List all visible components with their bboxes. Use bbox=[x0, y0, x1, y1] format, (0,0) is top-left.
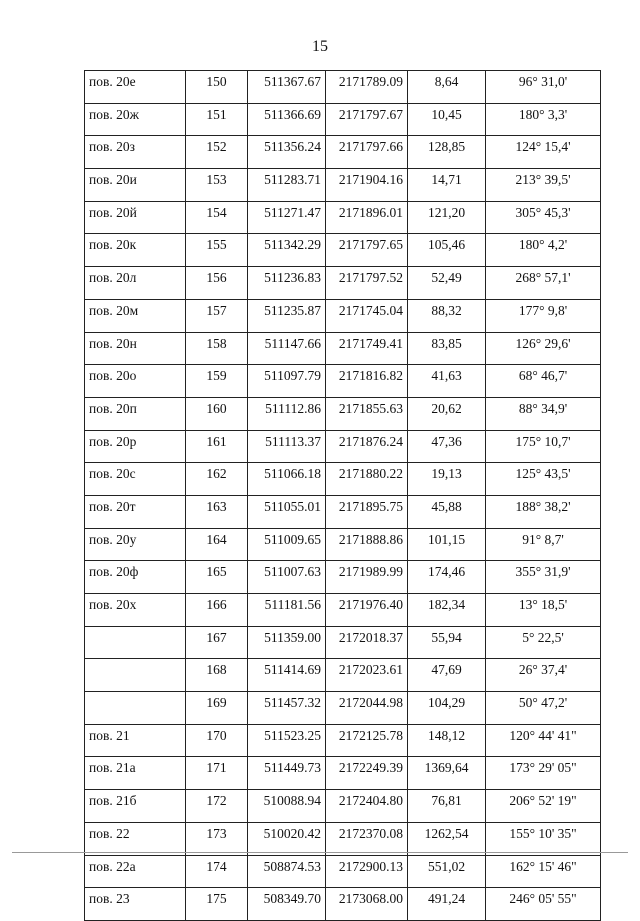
x-coordinate-cell: 511367.67 bbox=[248, 71, 326, 104]
y-coordinate-cell: 2171855.63 bbox=[326, 397, 408, 430]
point-name-cell: пов. 20т bbox=[85, 495, 186, 528]
table-row bbox=[85, 299, 601, 332]
direction-angle-cell: 180° 4,2' bbox=[486, 234, 601, 267]
direction-angle-cell: 246° 05' 55" bbox=[486, 888, 601, 921]
point-name-cell: пов. 20х bbox=[85, 594, 186, 627]
point-number-cell: 163 bbox=[186, 495, 248, 528]
segment-length-cell: 491,24 bbox=[408, 888, 486, 921]
x-coordinate-cell: 511271.47 bbox=[248, 201, 326, 234]
x-coordinate-cell: 511366.69 bbox=[248, 103, 326, 136]
point-number-cell: 157 bbox=[186, 299, 248, 332]
segment-length-cell: 551,02 bbox=[408, 855, 486, 888]
direction-angle-cell: 88° 34,9' bbox=[486, 397, 601, 430]
x-coordinate-cell: 511523.25 bbox=[248, 724, 326, 757]
x-coordinate-cell: 511066.18 bbox=[248, 463, 326, 496]
direction-angle-cell: 91° 8,7' bbox=[486, 528, 601, 561]
table-row bbox=[85, 463, 601, 496]
direction-angle-cell: 96° 31,0' bbox=[486, 71, 601, 104]
y-coordinate-cell: 2171895.75 bbox=[326, 495, 408, 528]
table-row bbox=[85, 169, 601, 202]
point-name-cell: пов. 20ф bbox=[85, 561, 186, 594]
x-coordinate-cell: 511356.24 bbox=[248, 136, 326, 169]
y-coordinate-cell: 2171888.86 bbox=[326, 528, 408, 561]
y-coordinate-cell: 2171904.16 bbox=[326, 169, 408, 202]
point-number-cell: 168 bbox=[186, 659, 248, 692]
point-number-cell: 172 bbox=[186, 790, 248, 823]
table-row bbox=[85, 888, 601, 921]
segment-length-cell: 128,85 bbox=[408, 136, 486, 169]
direction-angle-cell: 177° 9,8' bbox=[486, 299, 601, 332]
direction-angle-cell: 206° 52' 19" bbox=[486, 790, 601, 823]
y-coordinate-cell: 2173068.00 bbox=[326, 888, 408, 921]
direction-angle-cell: 13° 18,5' bbox=[486, 594, 601, 627]
point-name-cell: пов. 20е bbox=[85, 71, 186, 104]
point-name-cell: пов. 22 bbox=[85, 822, 186, 855]
direction-angle-cell: 188° 38,2' bbox=[486, 495, 601, 528]
segment-length-cell: 52,49 bbox=[408, 267, 486, 300]
page-bottom-rule bbox=[12, 852, 628, 853]
segment-length-cell: 1369,64 bbox=[408, 757, 486, 790]
y-coordinate-cell: 2171816.82 bbox=[326, 365, 408, 398]
table-row bbox=[85, 430, 601, 463]
point-name-cell bbox=[85, 626, 186, 659]
point-name-cell: пов. 21б bbox=[85, 790, 186, 823]
segment-length-cell: 47,69 bbox=[408, 659, 486, 692]
point-name-cell: пов. 20п bbox=[85, 397, 186, 430]
table-row bbox=[85, 790, 601, 823]
point-name-cell: пов. 23 bbox=[85, 888, 186, 921]
y-coordinate-cell: 2171797.65 bbox=[326, 234, 408, 267]
y-coordinate-cell: 2171976.40 bbox=[326, 594, 408, 627]
direction-angle-cell: 124° 15,4' bbox=[486, 136, 601, 169]
segment-length-cell: 121,20 bbox=[408, 201, 486, 234]
point-number-cell: 174 bbox=[186, 855, 248, 888]
direction-angle-cell: 126° 29,6' bbox=[486, 332, 601, 365]
point-name-cell: пов. 21а bbox=[85, 757, 186, 790]
x-coordinate-cell: 511112.86 bbox=[248, 397, 326, 430]
table-row bbox=[85, 757, 601, 790]
point-name-cell: пов. 20у bbox=[85, 528, 186, 561]
x-coordinate-cell: 508349.70 bbox=[248, 888, 326, 921]
table-row bbox=[85, 397, 601, 430]
direction-angle-cell: 213° 39,5' bbox=[486, 169, 601, 202]
point-number-cell: 154 bbox=[186, 201, 248, 234]
x-coordinate-cell: 511055.01 bbox=[248, 495, 326, 528]
y-coordinate-cell: 2172900.13 bbox=[326, 855, 408, 888]
segment-length-cell: 174,46 bbox=[408, 561, 486, 594]
direction-angle-cell: 5° 22,5' bbox=[486, 626, 601, 659]
table-row bbox=[85, 855, 601, 888]
table-row bbox=[85, 594, 601, 627]
table-row bbox=[85, 561, 601, 594]
coordinates-table bbox=[84, 70, 601, 921]
coordinates-table-body bbox=[85, 71, 601, 921]
segment-length-cell: 1262,54 bbox=[408, 822, 486, 855]
x-coordinate-cell: 511414.69 bbox=[248, 659, 326, 692]
segment-length-cell: 148,12 bbox=[408, 724, 486, 757]
y-coordinate-cell: 2172023.61 bbox=[326, 659, 408, 692]
table-row bbox=[85, 365, 601, 398]
segment-length-cell: 10,45 bbox=[408, 103, 486, 136]
y-coordinate-cell: 2172370.08 bbox=[326, 822, 408, 855]
direction-angle-cell: 155° 10' 35" bbox=[486, 822, 601, 855]
table-row bbox=[85, 103, 601, 136]
segment-length-cell: 101,15 bbox=[408, 528, 486, 561]
x-coordinate-cell: 508874.53 bbox=[248, 855, 326, 888]
segment-length-cell: 76,81 bbox=[408, 790, 486, 823]
point-number-cell: 164 bbox=[186, 528, 248, 561]
point-number-cell: 156 bbox=[186, 267, 248, 300]
table-row bbox=[85, 692, 601, 725]
segment-length-cell: 41,63 bbox=[408, 365, 486, 398]
page-number: 15 bbox=[312, 38, 328, 55]
y-coordinate-cell: 2171797.66 bbox=[326, 136, 408, 169]
segment-length-cell: 182,34 bbox=[408, 594, 486, 627]
point-number-cell: 169 bbox=[186, 692, 248, 725]
y-coordinate-cell: 2171797.52 bbox=[326, 267, 408, 300]
y-coordinate-cell: 2171749.41 bbox=[326, 332, 408, 365]
x-coordinate-cell: 511235.87 bbox=[248, 299, 326, 332]
x-coordinate-cell: 511113.37 bbox=[248, 430, 326, 463]
segment-length-cell: 105,46 bbox=[408, 234, 486, 267]
point-number-cell: 173 bbox=[186, 822, 248, 855]
point-number-cell: 162 bbox=[186, 463, 248, 496]
point-name-cell: пов. 20и bbox=[85, 169, 186, 202]
y-coordinate-cell: 2171745.04 bbox=[326, 299, 408, 332]
y-coordinate-cell: 2172249.39 bbox=[326, 757, 408, 790]
point-name-cell bbox=[85, 692, 186, 725]
direction-angle-cell: 180° 3,3' bbox=[486, 103, 601, 136]
direction-angle-cell: 175° 10,7' bbox=[486, 430, 601, 463]
point-name-cell: пов. 22а bbox=[85, 855, 186, 888]
y-coordinate-cell: 2172404.80 bbox=[326, 790, 408, 823]
table-row bbox=[85, 71, 601, 104]
table-row bbox=[85, 659, 601, 692]
direction-angle-cell: 68° 46,7' bbox=[486, 365, 601, 398]
table-row bbox=[85, 201, 601, 234]
point-name-cell: пов. 20з bbox=[85, 136, 186, 169]
segment-length-cell: 88,32 bbox=[408, 299, 486, 332]
table-row bbox=[85, 495, 601, 528]
segment-length-cell: 8,64 bbox=[408, 71, 486, 104]
point-number-cell: 165 bbox=[186, 561, 248, 594]
point-number-cell: 158 bbox=[186, 332, 248, 365]
point-number-cell: 153 bbox=[186, 169, 248, 202]
point-name-cell: пов. 20л bbox=[85, 267, 186, 300]
x-coordinate-cell: 511181.56 bbox=[248, 594, 326, 627]
point-number-cell: 159 bbox=[186, 365, 248, 398]
direction-angle-cell: 268° 57,1' bbox=[486, 267, 601, 300]
segment-length-cell: 55,94 bbox=[408, 626, 486, 659]
table-row bbox=[85, 234, 601, 267]
y-coordinate-cell: 2172125.78 bbox=[326, 724, 408, 757]
x-coordinate-cell: 511147.66 bbox=[248, 332, 326, 365]
segment-length-cell: 14,71 bbox=[408, 169, 486, 202]
x-coordinate-cell: 511236.83 bbox=[248, 267, 326, 300]
y-coordinate-cell: 2172018.37 bbox=[326, 626, 408, 659]
x-coordinate-cell: 510020.42 bbox=[248, 822, 326, 855]
x-coordinate-cell: 511449.73 bbox=[248, 757, 326, 790]
table-row bbox=[85, 332, 601, 365]
point-number-cell: 167 bbox=[186, 626, 248, 659]
point-name-cell: пов. 20с bbox=[85, 463, 186, 496]
table-row bbox=[85, 822, 601, 855]
point-number-cell: 175 bbox=[186, 888, 248, 921]
y-coordinate-cell: 2171876.24 bbox=[326, 430, 408, 463]
table-row bbox=[85, 267, 601, 300]
point-number-cell: 150 bbox=[186, 71, 248, 104]
segment-length-cell: 20,62 bbox=[408, 397, 486, 430]
x-coordinate-cell: 511283.71 bbox=[248, 169, 326, 202]
segment-length-cell: 104,29 bbox=[408, 692, 486, 725]
segment-length-cell: 83,85 bbox=[408, 332, 486, 365]
point-number-cell: 155 bbox=[186, 234, 248, 267]
point-number-cell: 161 bbox=[186, 430, 248, 463]
direction-angle-cell: 305° 45,3' bbox=[486, 201, 601, 234]
direction-angle-cell: 162° 15' 46" bbox=[486, 855, 601, 888]
segment-length-cell: 45,88 bbox=[408, 495, 486, 528]
point-name-cell: пов. 20к bbox=[85, 234, 186, 267]
point-name-cell: пов. 20о bbox=[85, 365, 186, 398]
point-number-cell: 151 bbox=[186, 103, 248, 136]
table-row bbox=[85, 626, 601, 659]
point-name-cell bbox=[85, 659, 186, 692]
direction-angle-cell: 355° 31,9' bbox=[486, 561, 601, 594]
direction-angle-cell: 125° 43,5' bbox=[486, 463, 601, 496]
point-number-cell: 152 bbox=[186, 136, 248, 169]
y-coordinate-cell: 2172044.98 bbox=[326, 692, 408, 725]
direction-angle-cell: 26° 37,4' bbox=[486, 659, 601, 692]
x-coordinate-cell: 511457.32 bbox=[248, 692, 326, 725]
point-name-cell: пов. 20н bbox=[85, 332, 186, 365]
y-coordinate-cell: 2171989.99 bbox=[326, 561, 408, 594]
x-coordinate-cell: 511097.79 bbox=[248, 365, 326, 398]
point-name-cell: пов. 20ж bbox=[85, 103, 186, 136]
point-name-cell: пов. 20р bbox=[85, 430, 186, 463]
segment-length-cell: 47,36 bbox=[408, 430, 486, 463]
point-number-cell: 171 bbox=[186, 757, 248, 790]
direction-angle-cell: 120° 44' 41" bbox=[486, 724, 601, 757]
point-name-cell: пов. 20м bbox=[85, 299, 186, 332]
y-coordinate-cell: 2171880.22 bbox=[326, 463, 408, 496]
point-number-cell: 166 bbox=[186, 594, 248, 627]
direction-angle-cell: 173° 29' 05" bbox=[486, 757, 601, 790]
x-coordinate-cell: 511009.65 bbox=[248, 528, 326, 561]
point-number-cell: 170 bbox=[186, 724, 248, 757]
x-coordinate-cell: 510088.94 bbox=[248, 790, 326, 823]
y-coordinate-cell: 2171789.09 bbox=[326, 71, 408, 104]
y-coordinate-cell: 2171797.67 bbox=[326, 103, 408, 136]
y-coordinate-cell: 2171896.01 bbox=[326, 201, 408, 234]
table-row bbox=[85, 528, 601, 561]
point-number-cell: 160 bbox=[186, 397, 248, 430]
x-coordinate-cell: 511007.63 bbox=[248, 561, 326, 594]
point-name-cell: пов. 21 bbox=[85, 724, 186, 757]
point-name-cell: пов. 20й bbox=[85, 201, 186, 234]
x-coordinate-cell: 511359.00 bbox=[248, 626, 326, 659]
x-coordinate-cell: 511342.29 bbox=[248, 234, 326, 267]
table-row bbox=[85, 724, 601, 757]
segment-length-cell: 19,13 bbox=[408, 463, 486, 496]
table-row bbox=[85, 136, 601, 169]
direction-angle-cell: 50° 47,2' bbox=[486, 692, 601, 725]
